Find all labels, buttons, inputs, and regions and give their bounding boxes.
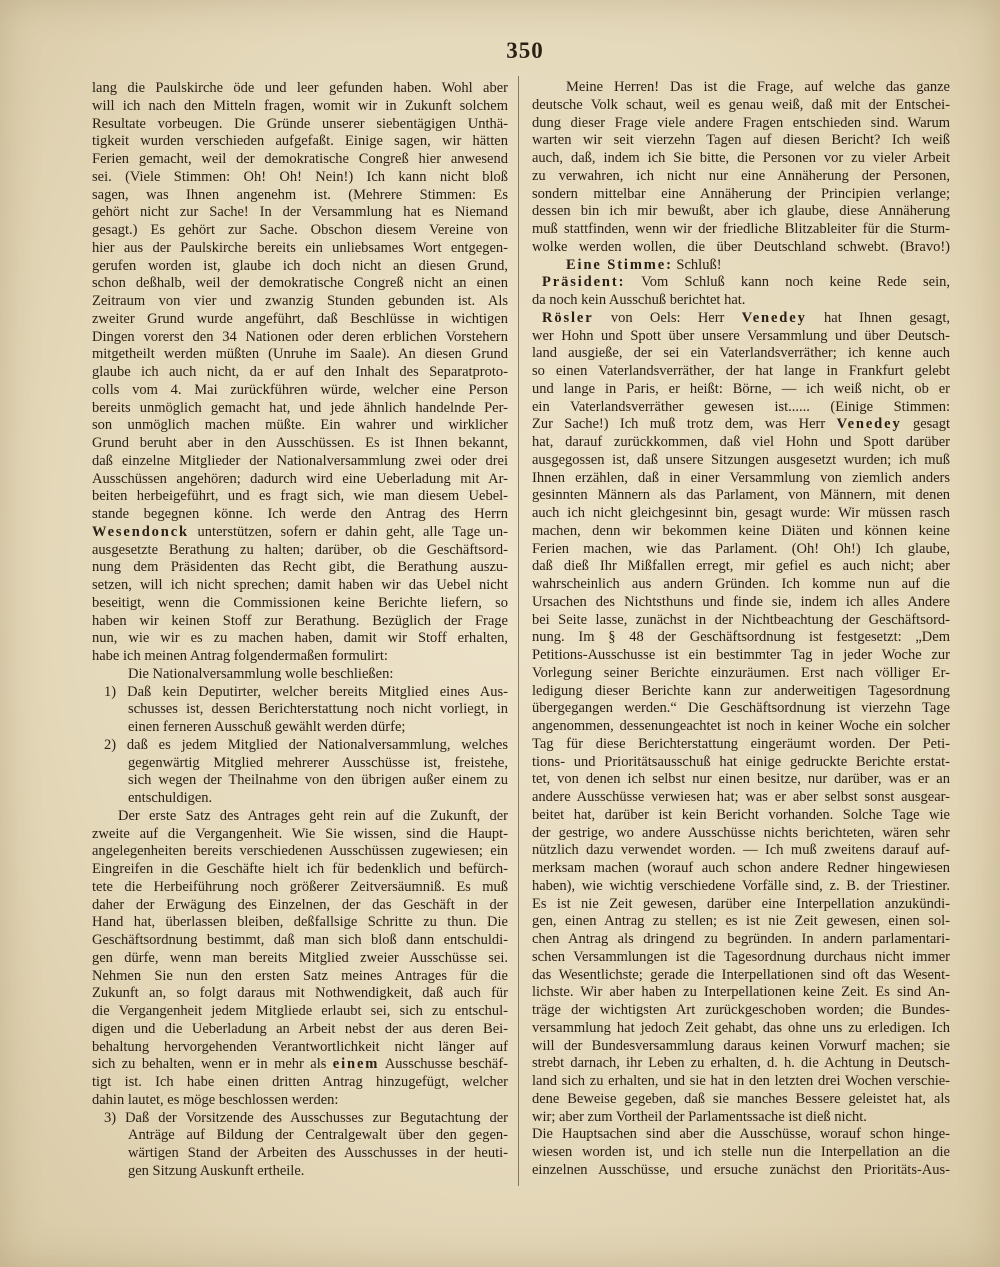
left-column-line: [92, 524, 508, 542]
left-column-line: beiten herbeigeführt, und es fragt sich, wie man diesem Uebel-: [92, 488, 508, 505]
left-column-line: einen ferneren Ausschuß gewählt werden dürfe;: [128, 719, 406, 735]
left-column-line: glaube ich auch nicht, da er auf den Inhalt des Separatproto-: [92, 364, 508, 380]
right-column-line: dessen bin ich mir bewußt, aber ich glaube, diese Annäherung: [532, 203, 950, 220]
left-column-line: Anträge auf Bildung der Centralgewalt über den gegen-: [128, 1127, 508, 1144]
right-column-line: nützlich dazu verwendet worden. — Ich muß zweitens darauf auf-: [532, 842, 950, 859]
left-column-line: tete die Herbeiführung noch größerer Zeitversäumniß. Es muß: [92, 878, 508, 895]
left-column-line: [92, 1056, 508, 1074]
left-column-line: Resultate vorbeugen. Die Gründe unserer siebentägigen Unthä-: [92, 115, 508, 132]
left-column-line: die Vergangenheit jedem Mitgliede erlaubt sei, sich zu entschul-: [92, 1003, 508, 1019]
right-column-line: chen Antrag als dringend zu begründen. In andern parlamentari-: [532, 931, 950, 947]
right-column-line: ausgegossen ist, daß unsere Sitzungen ausgesetzt wurden; ich muß: [532, 451, 950, 468]
right-column-line: strebt darnach, ihr Leben zu erhalten, d. h. die Achtung in Deutsch-: [532, 1055, 950, 1072]
left-column-line: 2) daß es jedem Mitglied der Nationalversammlung, welches: [104, 736, 508, 753]
right-column-line: auch, daß, indem ich Sie bitte, die Personen vor zu vieler Arbeit: [532, 150, 950, 166]
right-column-line: Meine Herren! Das ist die Frage, auf welche das ganze: [566, 79, 950, 95]
left-column-line: daher der Erwägung des Einzelnen, der das Geschäft in der: [92, 896, 508, 913]
right-column-line: beitet hat, darüber ist kein Bericht vorhanden. Solche Tage wie: [532, 806, 950, 823]
left-column-line: schusses ist, dessen Berichterstattung noch nicht vorliegt, in: [128, 701, 508, 718]
line-text: Vom Schluß kann noch keine Rede sein,: [625, 274, 950, 291]
left-column-line: will ich nach den Mitteln fragen, womit wir in Zukunft solchem: [92, 97, 508, 114]
emphasized-name: Präsident:: [542, 274, 626, 291]
left-column-line: behaltung hervorgehenden Verantwortlichkeit nicht länger auf: [92, 1038, 508, 1055]
right-column-line: Ihnen erzählen, daß in einer Versammlung von ziemlich anders: [532, 469, 950, 486]
right-column-line: wiesen worden ist, und ich stelle nun die Interpellation an die: [532, 1144, 950, 1160]
line-text: Ausschusse beschäf-: [379, 1056, 508, 1073]
right-column-line: Die Hauptsachen sind aber die Ausschüsse, worauf schon hinge-: [532, 1126, 950, 1143]
left-column-line: dahin lautet, es möge beschlossen werden:: [92, 1091, 339, 1108]
left-column-line: zweiter Grund wurde angeführt, daß Beschlüsse in wichtigen: [92, 310, 508, 327]
right-column-line: machen, denn wir bekommen keine Diäten und können keine: [532, 522, 950, 539]
right-column-line: Vorlegung seiner Berichte einzuräumen. Erst nach völliger Er-: [532, 664, 950, 681]
right-column-line: warten wir seit vierzehn Tagen auf diesen Bericht? Ich weiß: [532, 132, 950, 149]
right-column-line: ledigung dieser Berichte kann zur anderweitigen Tagesordnung: [532, 682, 950, 699]
right-column-line: tions- und Prioritätsausschuß hat einige gedruckte Berichte erstat-: [532, 753, 950, 770]
right-column-line: hat, darauf zurückkommen, daß viel Hohn und Spott darüber: [532, 434, 950, 450]
line-text: von Oels: Herr: [593, 309, 742, 326]
left-column-line: nun, wie wir es zu machen haben, damit wir Stoff erhalten,: [92, 630, 508, 647]
column-divider: [518, 76, 519, 1186]
left-column-line: 3) Daß der Vorsitzende des Ausschusses zur Begutachtung der: [104, 1109, 508, 1126]
right-column-line: Tag für diese Berichterstattung eingeräumt worden. Der Peti-: [532, 735, 950, 752]
right-column-line: das Wesentlichste; gerade die Interpellationen sind oft das Wesent-: [532, 966, 950, 983]
left-column-line: stande begegnen könne. Ich werde den Antrag des Herrn: [92, 506, 508, 522]
left-column-line: Ferien gemacht, weil der demokratische Congreß hier anwesend: [92, 151, 508, 167]
left-column-line: Zukunft an, so folgt daraus mit Nothwendigkeit, daß auch für: [92, 985, 508, 1002]
left-column-line: sagen, was Ihnen angenehm ist. (Mehrere Stimmen: Es: [92, 186, 508, 203]
left-column-line: hier aus der Paulskirche bereits ein unliebsames Wort entgegen-: [92, 239, 508, 256]
left-column-line: sich wegen der Theilnahme von den übrigen außer einem zu: [128, 772, 508, 789]
left-column-line: gerufen worden ist, glaube ich doch nicht an diesen Grund,: [92, 257, 508, 274]
left-column-line: Grund beruht aber in den Ausschüssen. Es ist Ihnen bekannt,: [92, 435, 508, 451]
left-column-line: wärtigen Stand der Arbeiten des Ausschusses in der heuti-: [128, 1145, 508, 1161]
emphasized-name: einem: [332, 1056, 380, 1073]
left-column-line: Eingreifen in die Geschäfte hielt ich für bedenklich und befürch-: [92, 861, 508, 877]
left-column-line: beseitigt, wenn die Commissionen keine Berichte liefern, so: [92, 594, 508, 611]
left-column-line: angelegenheiten bereits verschiedenen Ausschüssen zugewiesen; ein: [92, 843, 508, 860]
left-column-line: Dingen vorerst den 34 Nationen oder deren erblichen Vorstehern: [92, 328, 508, 345]
right-column-line: der gestrige, wo andere Ausschüsse nichts berichteten, wären sehr: [532, 824, 950, 841]
right-column-line: zu verwahren, ich nicht nur eine Annäherung der Personen,: [532, 167, 950, 184]
left-column-line: bereits unmöglich gemacht hat, und jede ähnlich handelnde Per-: [92, 399, 508, 416]
left-column-line: gesagt.) Es gehört zur Sache. Obschon diesem Vereine von: [92, 222, 508, 238]
left-column-line: setzen, will ich nicht sprechen; damit haben wir das Uebel nicht: [92, 577, 508, 593]
left-column-line: tigkeit wurden verschieden aufgefaßt. Einige sagen, wir hätten: [92, 133, 508, 150]
line-text: Zur Sache!) Ich muß trotz dem, was Herr: [532, 416, 837, 433]
right-column-line: wir; aber zum Vortheil der Parlamentssache ist dieß nicht.: [532, 1108, 867, 1125]
left-column-line: gehört nicht zur Sache! In der Versammlung hat es Niemand: [92, 204, 508, 221]
left-column-line: nung dem Präsidenten das Recht gibt, die Berathung auszu-: [92, 559, 508, 576]
right-column-line: [532, 310, 950, 328]
right-column-line: sondern mittelbar eine Annäherung der Principien verlange;: [532, 185, 950, 202]
right-column-line: deutsche Volk schaut, weil es genau weiß, daß mit der Entschei-: [532, 96, 950, 113]
emphasized-name: Venedey: [836, 416, 902, 433]
right-column-line: lichste. Wir aber haben zu Interpellationen keine Zeit. Es sind An-: [532, 984, 950, 1001]
right-column-line: tet, von denen ich selbst nur einen besitze, nur darüber, was er an: [532, 771, 950, 788]
left-column-line: Nehmen Sie nun den ersten Satz meines Antrages für die: [92, 967, 508, 984]
emphasized-name: Rösler: [542, 309, 594, 326]
right-column-line: gesinnten Männern als das Parlament, von Männern, mit denen: [532, 487, 950, 504]
right-column-line: ein Vaterlandsverräther gewesen ist...... (Einige Stimmen:: [532, 398, 950, 415]
left-column-line: son unmöglich machen müßte. Ein wahrer und wirklicher: [92, 417, 508, 434]
right-column-line: daß dieß Ihr Mißfallen erregt, mir gefiel es auch nicht; aber: [532, 558, 950, 575]
left-column: [92, 80, 508, 1181]
right-column-line: und lange in Paris, er heißt: Börne, — ich weiß nicht, ob er: [532, 380, 950, 397]
left-column-line: 1) Daß kein Deputirter, welcher bereits Mitglied eines Aus-: [104, 683, 508, 700]
right-column-line: andere Ausschüsse verwiesen hat; was er aber selbst sonst ausgear-: [532, 789, 950, 805]
right-column-line: Ursachen des Nichtsthuns und finde sie, indem ich alles Andere: [532, 593, 950, 610]
right-column-line: Es ist nie Zeit gewesen, darüber eine Interpellation anzukündi-: [532, 895, 950, 912]
left-column-line: zweite auf die Vergangenheit. Wie Sie wissen, sind die Haupt-: [92, 825, 508, 842]
left-column-line: schon deßhalb, weil der demokratische Congreß nicht an einen: [92, 275, 508, 292]
right-column-line: dene Beweise gegeben, daß sie manches Bessere geleistet hat, als: [532, 1090, 950, 1107]
left-column-line: Zeitraum von vier und zwanzig Stunden gebunden ist. Als: [92, 293, 508, 309]
right-column-line: Ferien machen, wie das Parlament. (Oh! Oh!) Ich glaube,: [532, 540, 950, 557]
left-column-line: lang die Paulskirche öde und leer gefunden haben. Wohl aber: [92, 80, 508, 96]
left-column-line: tigt ist. Ich habe einen dritten Antrag hinzugefügt, welcher: [92, 1074, 508, 1090]
right-column-line: muß stattfinden, wenn wir der friedliche Blitzableiter für die Sturm-: [532, 221, 950, 237]
emphasized-name: Venedey: [741, 309, 807, 326]
left-column-line: haben wir keinen Stoff zur Berathung. Bezüglich der Frage: [92, 612, 508, 629]
left-column-line: Ausschüssen angehören; dadurch wird eine Ueberladung mit Ar-: [92, 470, 508, 487]
right-column-line: übergegangen werden.“ Die Geschäftsordnung ist vierzehn Tage: [532, 700, 950, 717]
left-column-line: gegenwärtig Mitglied mehrerer Ausschüsse ist, freistehe,: [128, 754, 508, 771]
right-column-line: träge der wichtigsten Art zurückgeschoben worden; die Bundes-: [532, 1002, 950, 1018]
right-column-line: wer Hohn und Spott über unsere Versammlung und über Deutsch-: [532, 327, 950, 344]
left-column-line: daß einzelne Mitglieder der Nationalversammlung zwei oder drei: [92, 452, 508, 469]
right-column-line: bei Seite lasse, zunächst in der Nichtbeachtung der Geschäftsord-: [532, 611, 950, 628]
right-column-line: auch ich nicht gleichgesinnt bin, gesagt wurde: Wir müssen rasch: [532, 505, 950, 521]
left-column-line: digen und die Ueberladung an Arbeit nebst der aus deren Bei-: [92, 1020, 508, 1037]
right-column-line: angenommen, dessenungeachtet ist noch in keiner Woche ein solcher: [532, 718, 950, 734]
right-column-line: [532, 257, 950, 275]
left-column-line: gen dürfe, wenn man bereits Mitglied zweier Ausschüsse sei.: [92, 949, 508, 966]
line-text: Schluß!: [672, 256, 722, 273]
left-column-line: ausgesetzte Berathung zu halten; darüber, ob die Geschäftsord-: [92, 541, 508, 558]
left-column-line: gen Sitzung Auskunft ertheile.: [128, 1162, 305, 1179]
right-column: [532, 79, 950, 1180]
left-column-line: habe ich meinen Antrag folgendermaßen formulirt:: [92, 648, 388, 664]
left-column-line: Der erste Satz des Antrages geht rein auf die Zukunft, der: [118, 807, 508, 824]
right-column-line: will der Bundesversammlung daraus keinen Vorwurf machen; sie: [532, 1037, 950, 1054]
right-column-line: [532, 416, 950, 434]
right-column-line: [532, 274, 950, 292]
left-column-line: sei. (Viele Stimmen: Oh! Oh! Nein!) Ich kann nicht bloß: [92, 168, 508, 185]
left-column-line: Geschäftsordnung bestimmt, daß man sich bloß dann entschuldi-: [92, 932, 508, 948]
right-column-line: so einen Vaterlandsverräther, der hat lange in Frankfurt gelebt: [532, 363, 950, 379]
line-text: hat Ihnen gesagt,: [806, 309, 950, 326]
right-column-line: wolke werden wollen, die über Deutschland schwebt. (Bravo!): [532, 238, 950, 255]
left-column-line: mitgetheilt werden müßten (Unruhe im Saale). An diesen Grund: [92, 346, 508, 363]
left-column-line: entschuldigen.: [128, 790, 213, 806]
page-number: 350: [506, 38, 544, 63]
right-column-line: haben), wie wichtig verschiedene Vorfälle sind, z. B. der Triestiner.: [532, 877, 950, 894]
right-column-line: dung dieser Frage viele andere Fragen entschieden sind. Warum: [532, 114, 950, 131]
right-column-line: gen, einen Antrag zu stellen; es ist nie Zeit gewesen, einen sol-: [532, 913, 950, 930]
right-column-line: nung. Im § 48 der Geschäftsordnung ist festgesetzt: „Dem: [532, 629, 950, 646]
right-column-line: einzelnen Ausschüsse, und ersuche zunächst den Prioritäts-Aus-: [532, 1161, 950, 1178]
left-column-line: Die Nationalversammlung wolle beschließen:: [128, 665, 394, 682]
right-column-line: merksam machen (worauf auch schon andere Redner hingewiesen: [532, 860, 950, 876]
right-column-line: versammlung hat jedoch Zeit gehabt, das ohne uns zu erledigen. Ich: [532, 1019, 950, 1036]
line-text: unterstützen, sofern er dahin geht, alle Tage un-: [189, 523, 508, 540]
emphasized-name: Wesendonck: [92, 523, 190, 540]
line-text: gesagt: [901, 416, 950, 433]
line-text: sich zu behalten, wenn er in mehr als: [92, 1056, 333, 1073]
right-column-line: wahrscheinlich aus andern Gründen. Ich komme nun auf die: [532, 576, 950, 592]
right-column-line: land sich zu erhalten, und sie hat in den letzten drei Wochen verschie-: [532, 1073, 950, 1089]
left-column-line: colls vom 4. Mai zurückführen würde, welcher eine Person: [92, 381, 508, 398]
emphasized-name: Eine Stimme:: [566, 256, 673, 273]
right-column-line: schen Versammlungen ist die Tagesordnung durchaus nicht immer: [532, 948, 950, 965]
left-column-line: Hand hat, überlassen bleiben, deßfallsige Schritte zu thun. Die: [92, 914, 508, 931]
right-column-line: da noch kein Ausschuß berichtet hat.: [532, 292, 746, 308]
right-column-line: land ausgieße, der sei ein Vaterlandsverräther; ich kenne auch: [532, 345, 950, 362]
right-column-line: Petitions-Ausschusse ist ein bestimmter Tag in jeder Woche zur: [532, 647, 950, 663]
